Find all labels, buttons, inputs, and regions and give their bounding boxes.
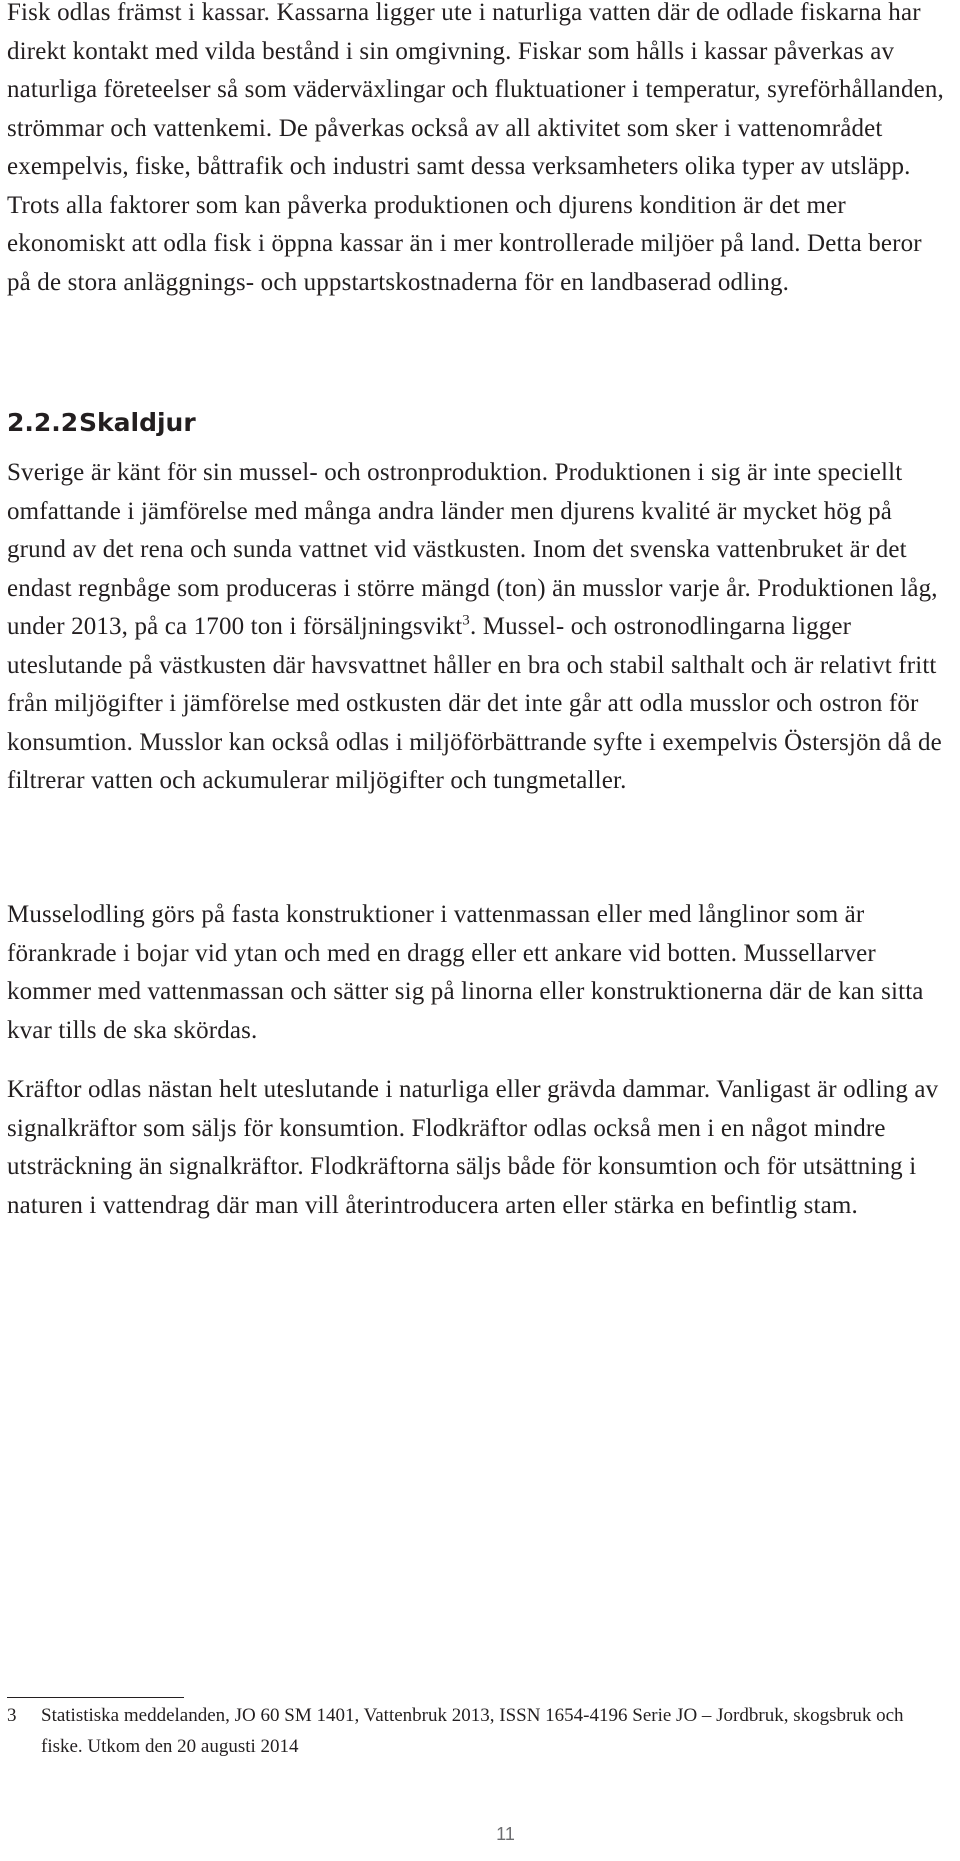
footnote — [7, 1700, 937, 1762]
section-title: Skaldjur — [79, 408, 196, 437]
footnote-text: Statistiska meddelanden, JO 60 SM 1401, Vattenbruk 2013, ISSN 1654-4196 Serie JO – Jordbruk, skogsbruk och fiske. Utkom den 20 augusti 2014 — [41, 1705, 904, 1757]
footnote-number: 3 — [7, 1705, 17, 1726]
paragraph-shellfish — [7, 454, 947, 801]
section-number: 2.2.2 — [7, 408, 79, 437]
paragraph-shellfish-text-1: Sverige är känt för sin mussel- och ostronproduktion. Produktionen i sig är inte speciellt omfattande i jämförelse med många andra länder men djurens kvalité är mycket hög på grund av det rena och sunda vattnet vid västkusten. Inom det svenska vattenbruket är det endast regnbåge som produceras i större mängd (ton) än musslor varje år. Produktionen låg, under 2013, på ca 1700 ton i försäljningsvikt — [7, 459, 938, 640]
paragraph-fish-farming: Fisk odlas främst i kassar. Kassarna ligger ute i naturliga vatten där de odlade fiskarna har direkt kontakt med vilda bestånd i sin omgivning. Fiskar som hålls i kassar påverkas av naturliga företeelser så som väderväxlingar och fluktuationer i temperatur, syreförhållanden, strömmar och vattenkemi. De påverkas också av all aktivitet som sker i vattenområdet exempelvis, fiske, båttrafik och industri samt dessa verksamheters olika typer av utsläpp. Trots alla faktorer som kan påverka produktionen och djurens kondition är det mer ekonomiskt att odla fisk i öppna kassar än i mer kontrollerade miljöer på land. Detta beror på de stora anläggnings- och uppstartskostnaderna för en landbaserad odling. — [7, 0, 944, 296]
page-number: 11 — [496, 1824, 515, 1844]
footnote-divider — [7, 1697, 184, 1698]
section-heading — [7, 404, 196, 442]
footnote-reference: 3 — [462, 612, 470, 629]
paragraph-shellfish-text-2: . Mussel- och ostronodlingarna ligger uteslutande på västkusten där havsvattnet håller en bra och stabil salthalt och är relativt fritt från miljögifter i jämförelse med ostkusten där det inte går att odla musslor och ostron för konsumtion. Musslor kan också odlas i miljöförbättrande syfte i exempelvis Östersjön då de filtrerar vatten och ackumulerar miljögifter och tungmetaller. — [7, 613, 942, 794]
paragraph-crayfish: Kräftor odlas nästan helt uteslutande i naturliga eller grävda dammar. Vanligast är odling av signalkräftor som säljs för konsumtion. Flodkräftor odlas också men i en något mindre utsträckning än signalkräftor. Flodkräftorna säljs både för konsumtion och för utsättning i naturen i vattendrag där man vill återintroducera arten eller stärka en befintlig stam. — [7, 1076, 939, 1219]
paragraph-mussel-farming: Musselodling görs på fasta konstruktioner i vattenmassan eller med långlinor som är förankrade i bojar vid ytan och med en dragg eller ett ankare vid botten. Mussellarver kommer med vattenmassan och sätter sig på linorna eller konstruktionerna där de kan sitta kvar tills de ska skördas. — [7, 901, 924, 1044]
